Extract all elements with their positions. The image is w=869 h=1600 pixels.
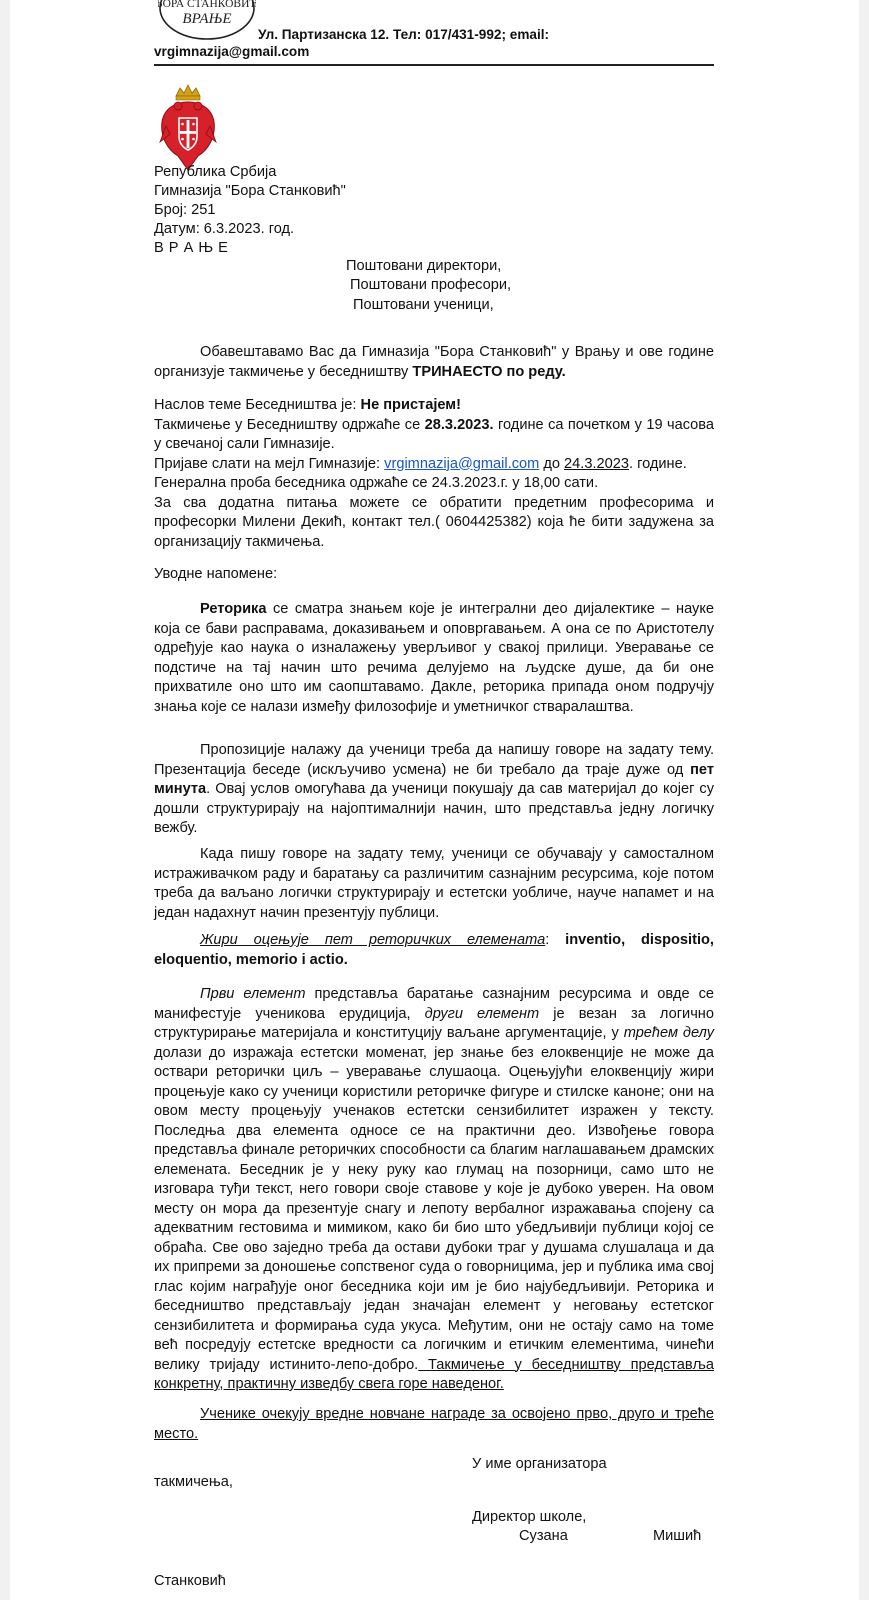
- rhetoric-term: Реторика: [200, 601, 267, 617]
- salutation-students: Поштовани ученици,: [353, 297, 494, 313]
- director-surname-1: Мишић: [653, 1528, 702, 1544]
- salutation-professors: Поштовани професори,: [350, 277, 512, 293]
- letterhead-divider: [154, 64, 714, 66]
- competition-date-line: Такмичење у Беседништву одржаће се 28.3.2023. године са почетком у 19 часова у свечаној сали Гимназије.: [154, 416, 714, 452]
- theme-title-line: Наслов теме Беседништва је: Не пристајем!: [154, 397, 461, 413]
- rhetoric-paragraph: Реторика се сматра знањем које је интегрални део дијалектике – науке која се бави расправама, доказивањем и оповргавањем. А она се по Аристотелу одређује као наука о изналажењу уверљивог у свакој прилици. Уверавање се подстиче на тај начин што речима делујемо на људске душе, да би оне прихватиле оно што им саопштавамо. Дакле, реторика припада оном подручју знања које се налази између филозофије и уметничког стваралаштва.: [154, 601, 714, 715]
- time-limit: пет минута: [154, 761, 714, 797]
- page-frame-right: [859, 0, 869, 1600]
- prizes-paragraph: Ученике очекују вредне новчане награде за освојено прво, друго и треће место.: [154, 1406, 714, 1442]
- sender-country: Република Србија: [154, 164, 277, 180]
- propositions-paragraph: Пропозиције налажу да ученици треба да напишу говоре на задату тему. Презентација беседе (искључиво усмена) не би требало да траје дуже од пет минута. Овај услов омогућава да ученици покушају да сав материјал до којег су дошли структурирају на најоптималнији начин, што представља једну логичку вежбу.: [154, 742, 714, 836]
- competition-details: [154, 396, 714, 552]
- svg-text:БОРА СТАНКОВИЋ: БОРА СТАНКОВИЋ: [158, 0, 256, 10]
- director-first-name: Сузана: [519, 1528, 568, 1544]
- closing-competition: такмичења,: [154, 1474, 233, 1490]
- competition-date: 28.3.2023.: [424, 416, 494, 433]
- letterhead-address: Ул. Партизанска 12. Тел: 017/431-992; email:: [258, 27, 550, 42]
- letterhead-email: vrgimnazija@gmail.com: [154, 44, 310, 59]
- sender-school: Гимназија "Бора Станковић": [154, 183, 346, 199]
- sender-city: В Р А Њ Е: [154, 240, 229, 256]
- writing-paragraph: Када пишу говоре на задату тему, ученици се обучавају у самосталном истраживачком раду и баратању са различитим сазнајним ресурсима, које потом треба да ваљано логички структурирају и естетски уобличе, науче напамет и на један надахнут начин презентују публици.: [154, 846, 714, 921]
- notes-heading: Уводне напомене:: [154, 566, 278, 582]
- application-email-link[interactable]: vrgimnazija@gmail.com: [384, 455, 540, 472]
- competition-summary: Такмичење у беседништву представља конкретну, практичну изведбу свега горе наведеног.: [154, 1356, 715, 1392]
- rhetorical-elements: inventio, dispositio, eloquentio, memorio i actio.: [154, 932, 714, 968]
- intro-paragraph: Обавештавамо Вас да Гимназија "Бора Станковић" у Врању и ове године организује такмичење у беседништву ТРИНАЕСТО по реду.: [154, 344, 714, 380]
- document-number: Број: 251: [154, 202, 216, 218]
- salutation-directors: Поштовани директори,: [346, 258, 502, 274]
- document-date: Датум: 6.3.2023. год.: [154, 221, 295, 237]
- director-surname-2: Станковић: [154, 1573, 226, 1589]
- closing-on-behalf: У име организатора: [472, 1456, 607, 1472]
- elements-paragraph: Први елемент представља баратање сазнајним ресурсима и овде се манифестује ученикова ерудиција, други елемент је везан за логично структурирање материјала и конституцију ваљане аргументације, у трећем делу долази до изражаја естетски моменат, јер знање без елоквенције не може да оствари реторички циљ – уверавање слушаоца. Оцењујући елоквенцију жири процењује како су ученици користили реторичке фигуре и стилске каноне; они на овом месту процењују ученаков естетски сензибилитет изражен у тексту. Последња два елемента односе се на практични део. Извођење говора представља финале реторичких способности са благим наглашавањем драмских елемената. Беседник је у неку руку као глумац на позорници, само што не изговара туђи текст, него говори своје ставове у које је дубоко уверен. На овом месту он мора да презентује снагу и лепоту вербалног изражавања спојену са адекватним гестовима и мимиком, како би био што убедљивији публици којој се обраћа. Све ово заједно треба да остави дубоки траг у душама слушалаца и да их припреми за доношење сопственог суда о говорницима, јер и публика има свој глас којим награђује оног беседника који им је био најубедљивији. Реторика и беседништво представљају један значајан елемент у неговању естетског сензибилитета и формирања суда укуса. Међутим, они не остају само на томе већ посредују естетске вредности са логичким и етичким елементима, чинећи велику тријаду истинито-лепо-добро. Такмичење у беседништву представља конкретну, практичну изведбу свега горе наведеног.: [154, 986, 715, 1392]
- application-line: Пријаве слати на мејл Гимназије: vrgimnazija@gmail.com до 24.3.2023. године.: [154, 455, 687, 472]
- contact-line: За сва додатна питања можете се обратити предетним професорима и професорки Милени Декић, контакт тел.( 0604425382) која ће бити задужена за организацију такмичења.: [154, 494, 714, 550]
- page-frame-left: [0, 0, 10, 1600]
- application-deadline: 24.3.2023: [564, 455, 629, 472]
- director-title: Директор школе,: [472, 1509, 587, 1525]
- school-seal-logo: [158, 0, 256, 40]
- coat-of-arms-icon: [158, 82, 218, 172]
- rehearsal-line: Генерална проба беседника одржаће се 24.3.2023.г. у 18,00 сати.: [154, 475, 599, 491]
- intro-edition: ТРИНАЕСТО по реду.: [412, 363, 566, 380]
- jury-criteria-intro: Жири оцењује пет реторичких елемената: [200, 932, 546, 948]
- svg-text:ВРАЊЕ: ВРАЊЕ: [182, 11, 232, 27]
- jury-paragraph: Жири оцењује пет реторичких елемената: inventio, dispositio, eloquentio, memorio i actio.: [154, 932, 714, 968]
- theme-title: Не пристајем!: [360, 397, 461, 413]
